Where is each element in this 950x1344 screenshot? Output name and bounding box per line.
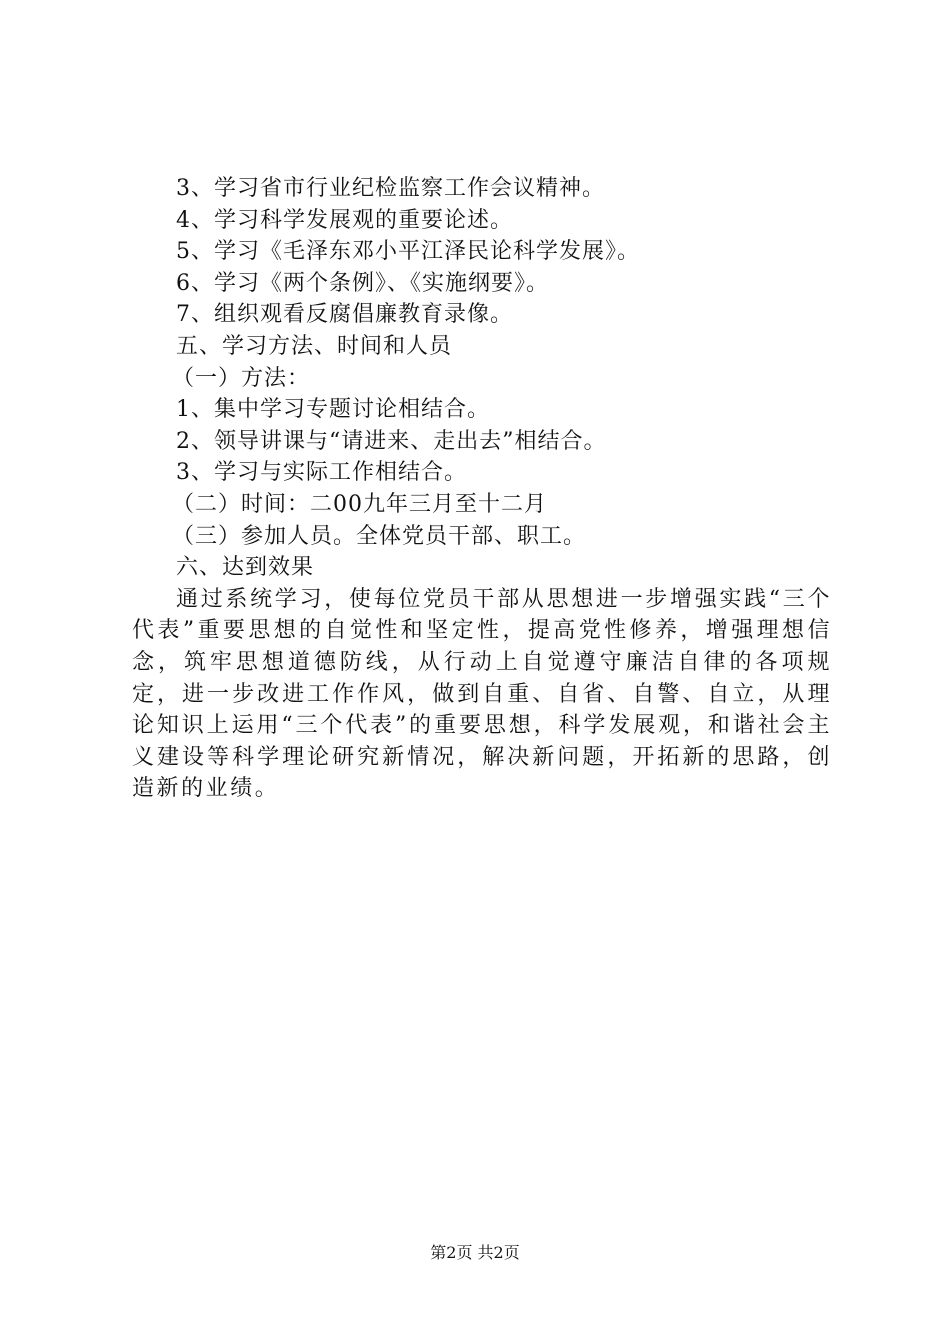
subheading-time: （二）时间：二00九年三月至十二月 (172, 491, 547, 517)
effects-paragraph: 通过系统学习，使每位党员干部从思想进一步增强实践“三个代表”重要思想的自觉性和坚定性，提高党性修养，增强理想信念，筑牢思想道德防线，从行动上自觉遵守廉洁自律的各项规定，进一步改进工作作风，做到自重、自省、自警、自立，从理论知识上运用“三个代表”的重要思想，科学发展观，和谐社会主义建设等科学理论研究新情况，解决新问题，开拓新的思路，创造新的业绩。 (132, 586, 832, 802)
subheading-participants: （三）参加人员。全体党员干部、职工。 (172, 523, 587, 549)
list-item-study-meeting: 3、学习省市行业纪检监察工作会议精神。 (176, 176, 605, 201)
list-item-study-book: 5、学习《毛泽东邓小平江泽民论科学发展》。 (176, 239, 640, 265)
section-heading-methods: 五、学习方法、时间和人员 (176, 333, 453, 359)
list-item-watch-video: 7、组织观看反腐倡廉教育录像。 (176, 302, 513, 328)
page-footer: 第2页 共2页 (430, 1243, 520, 1262)
section-heading-effects: 六、达到效果 (176, 555, 315, 581)
subheading-methods: （一）方法： (172, 365, 311, 391)
list-item-study-regulations: 6、学习《两个条例》、《实施纲要》。 (176, 270, 549, 296)
list-item-study-development: 4、学习科学发展观的重要论述。 (176, 207, 513, 233)
document-body (132, 173, 832, 805)
list-item-method-3: 3、学习与实际工作相结合。 (176, 460, 467, 486)
list-item-method-2: 2、领导讲课与“请进来、走出去”相结合。 (176, 428, 607, 454)
list-item-method-1: 1、集中学习专题讨论相结合。 (176, 397, 490, 423)
